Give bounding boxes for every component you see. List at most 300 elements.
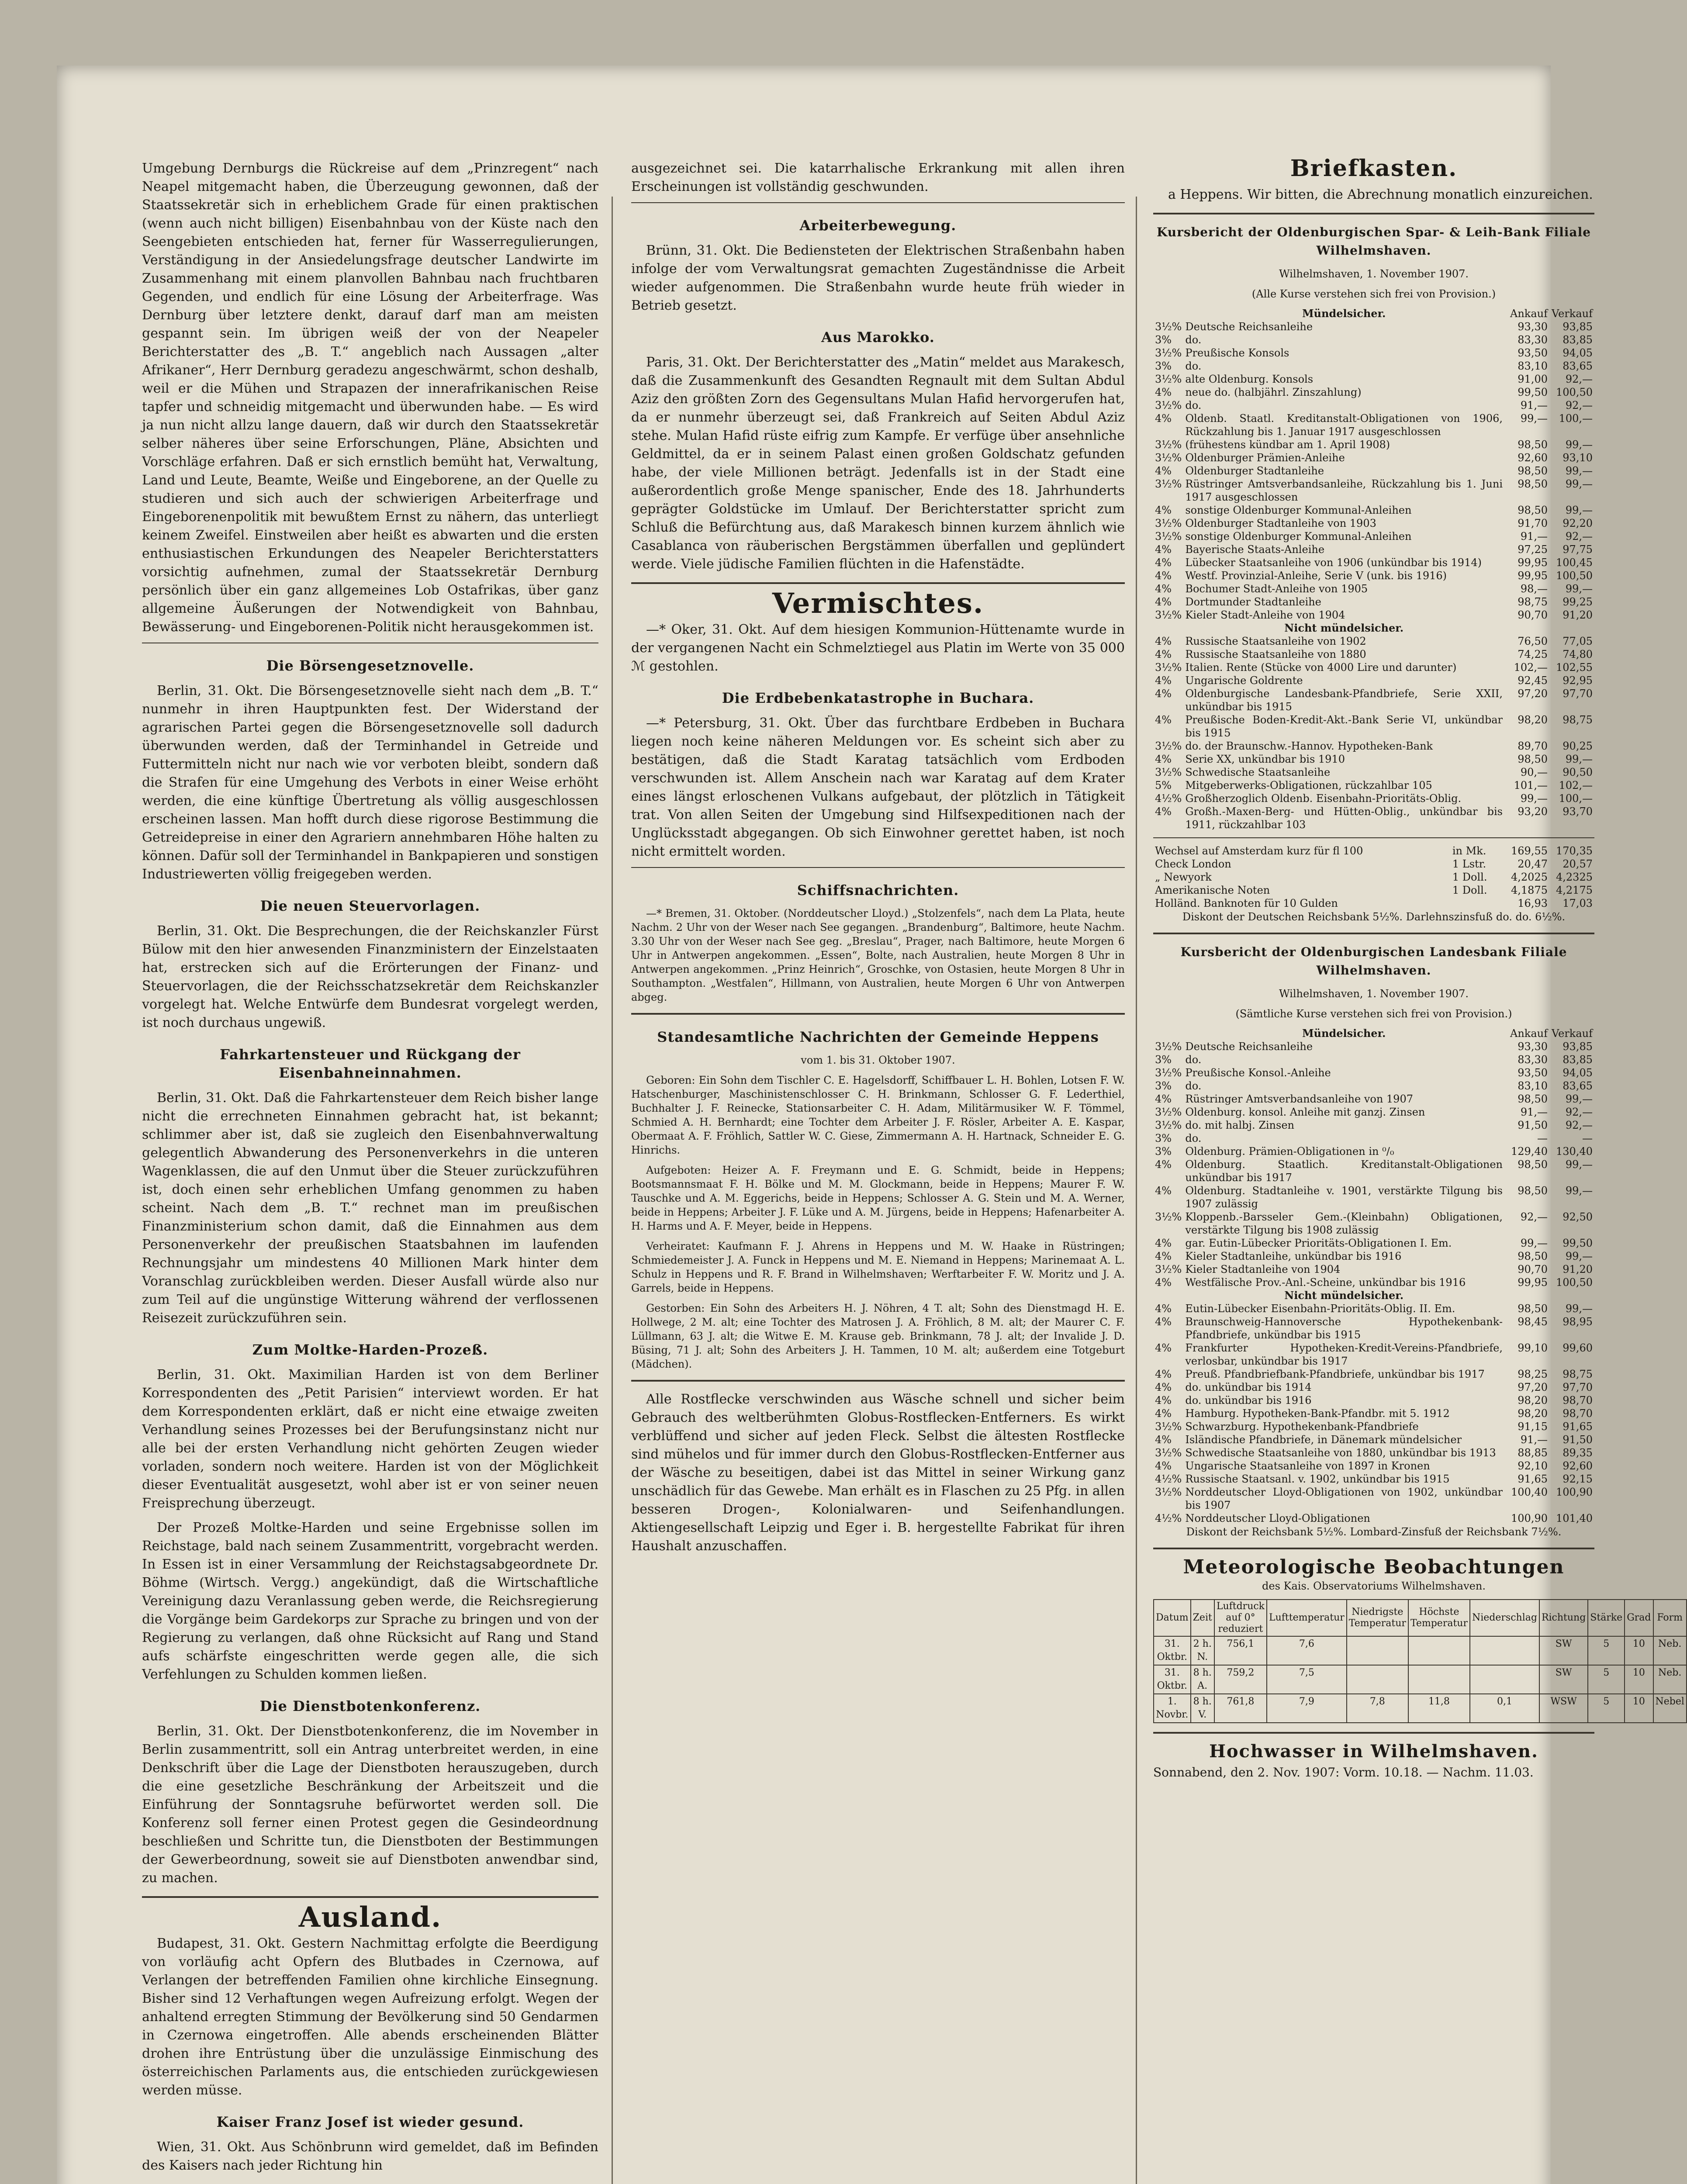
- price-verkauf: 91,20: [1563, 1263, 1593, 1275]
- met-cell: 759,2: [1214, 1665, 1267, 1694]
- nicht-muendel-heading: Nicht mündelsicher.: [1284, 622, 1404, 634]
- met-cell: 2 h. N.: [1191, 1636, 1214, 1665]
- column-rule: [612, 197, 613, 2184]
- met-cell: 10: [1625, 1636, 1653, 1665]
- rate-percent: 4%: [1155, 1460, 1172, 1472]
- price-ankauf: 97,20: [1518, 1381, 1548, 1393]
- price-verkauf: 92,50: [1563, 1211, 1593, 1223]
- price-verkauf: 100,—: [1559, 412, 1593, 425]
- met-cell: [1408, 1665, 1470, 1694]
- rate-percent: 3½%: [1155, 1211, 1182, 1223]
- kurs-row: [1153, 333, 1594, 346]
- exchange-b: 17,03: [1563, 897, 1593, 909]
- rate-percent: 4%: [1155, 1158, 1172, 1171]
- price-verkauf: 99,—: [1565, 1093, 1593, 1105]
- kurs-row: [1153, 1053, 1594, 1066]
- divider: [631, 202, 1125, 203]
- exchange-name: Amerikanische Noten: [1155, 884, 1270, 896]
- kursbericht-1-date: Wilhelmshaven, 1. November 1907.: [1279, 268, 1469, 280]
- security-name: Frankfurter Hypotheken-Kredit-Vereins-Pfandbriefe, verlosbar, unkündbar bis 1917: [1185, 1342, 1503, 1367]
- security-name: Rüstringer Amtsverbandsanleihe, Rückzahlung bis 1. Juni 1917 ausgeschlossen: [1185, 478, 1503, 503]
- security-name: do.: [1185, 1132, 1202, 1144]
- price-ankauf: 92,45: [1518, 674, 1548, 687]
- rate-percent: 4%: [1155, 753, 1172, 765]
- security-name: Oldenburger Stadtanleihe: [1185, 465, 1324, 477]
- kurs-row: [1153, 1446, 1594, 1459]
- exchange-row: [1153, 857, 1594, 871]
- rate-percent: 3½%: [1155, 1106, 1182, 1118]
- met-cell: 5: [1588, 1636, 1625, 1665]
- rate-percent: 3%: [1155, 360, 1172, 372]
- rate-percent: 4%: [1155, 412, 1172, 425]
- rate-percent: 4%: [1155, 1093, 1172, 1105]
- kurs-row: [1153, 1132, 1594, 1145]
- rate-percent: 4%: [1155, 805, 1172, 818]
- article-paris: Paris, 31. Okt. Der Berichterstatter des „Matin“ meldet aus Marakesch, daß die Zusammenkunft des Gesandten Regnault mit dem Sultan Abdul Aziz den größten Zorn des Gegensultans Mulan Hafid hervorgerufen hat, da er nunmehr überzeugt sei, daß Frankreich auf Seiten Abdul Aziz stehe. Mulan Hafid rüste eifrig zum Kampfe. Er verfüge über ansehnliche Geldmittel, da er in seinem Palast einen großen Goldschatz gefunden habe, der viele Millionen beträgt. Jedenfalls ist in der Stadt eine außerordentlich große Menge spanischer, Ende des 18. Jahrhunderts geprägter Goldstücke im Umlauf. Der Berichterstatter spricht zum Schluß die Befürchtung aus, daß Marakesch binnen kurzem ähnlich wie Casablanca von räuberischen Bergstämmen überfallen und geplündert werde. Viele jüdische Familien flüchten in die Hafenstädte.: [631, 355, 1125, 572]
- price-ankauf: 89,70: [1518, 740, 1548, 752]
- kurs-row: [1153, 779, 1594, 792]
- met-header-cell: Niedrigste Temperatur: [1347, 1600, 1408, 1636]
- met-header-cell: Höchste Temperatur: [1408, 1600, 1470, 1636]
- price-verkauf: 100,45: [1556, 556, 1593, 569]
- price-verkauf: 92,95: [1563, 674, 1593, 687]
- price-verkauf: 92,20: [1563, 517, 1593, 529]
- met-cell: 31. Oktbr.: [1154, 1665, 1191, 1694]
- article-fahrkartensteuer: Berlin, 31. Okt. Daß die Fahrkartensteuer dem Reich bisher lange nicht die errechneten Einnahmen gebracht hat, ist bekannt; schlimmer aber ist, daß sie zugleich den Eisenbahnverwaltung gelegentlich Abwanderung des Personenverkehrs in die unteren Wagenklassen, die auf den Unmut über die Steuer zurückzuführen ist, doch einen sehr erheblichen Umfang genommen zu haben scheint. Nach dem „B. T.“ rechnet man im preußischen Finanzministerium schon damit, daß die Einnahmen aus dem Personenverkehr der preußischen Staatsbahnen im laufenden Rechnungsjahr um mindestens 40 Millionen Mark hinter dem Voranschlag zurückbleiben werden. Dieser Ausfall würde also nur zum Teil auf die ungünstige Witterung während der verflossenen Reisezeit zurückzuführen sein.: [142, 1090, 598, 1326]
- section-ausland: Ausland.: [298, 1901, 442, 1934]
- kurs-row: [1153, 1106, 1594, 1119]
- divider: [631, 867, 1125, 868]
- met-cell: 0,1: [1470, 1694, 1539, 1723]
- price-ankauf: 98,20: [1518, 714, 1548, 726]
- kurs-row: [1153, 530, 1594, 543]
- kurs-row: [1153, 595, 1594, 608]
- price-verkauf: 89,35: [1563, 1447, 1593, 1459]
- price-verkauf: 98,75: [1563, 1368, 1593, 1380]
- exchange-name: Wechsel auf Amsterdam kurz für fl 100: [1155, 845, 1363, 857]
- price-ankauf: 93,20: [1518, 805, 1548, 818]
- article-dienstboten: Berlin, 31. Okt. Der Dienstbotenkonferenz, die im November in Berlin zusammentritt, soll ein Antrag unterbreitet werden, in eine Denkschrift über die Lage der Dienstboten herauszugeben, durch die eine gesetzliche Beschränkung der Arbeitszeit und die Einführung der Sonntagsruhe befürwortet werden soll. Die Konferenz soll ferner einen Protest gegen die Gesindeordnung beschließen und Schritte tun, die Dienstboten der Bestimmungen der Gewerbeordnung, soweit sie auf Dienstboten anwendbar sind, zu machen.: [142, 1724, 598, 1886]
- heading-schiffsnachrichten: Schiffsnachrichten.: [797, 882, 959, 898]
- exchange-b: 4,2325: [1556, 871, 1593, 883]
- exchange-name: Holländ. Banknoten für 10 Gulden: [1155, 897, 1338, 909]
- met-header-cell: Datum: [1154, 1600, 1191, 1636]
- price-verkauf: 97,70: [1563, 1381, 1593, 1393]
- kurs-row: [1153, 1276, 1594, 1289]
- security-name: do. mit halbj. Zinsen: [1185, 1119, 1294, 1131]
- price-ankauf: 98,75: [1518, 596, 1548, 608]
- heading-marokko: Aus Marokko.: [821, 329, 935, 346]
- kurs-row: [1153, 464, 1594, 477]
- heading-standesamt: Standesamtliche Nachrichten der Gemeinde Heppens: [657, 1029, 1099, 1045]
- kurs-row: [1153, 805, 1594, 831]
- price-verkauf: 93,85: [1563, 321, 1593, 333]
- diskont-line-2: Diskont der Reichsbank 5½%. Lombard-Zinsfuß der Reichsbank 7½%.: [1186, 1526, 1562, 1538]
- kurs-row: [1153, 1368, 1594, 1381]
- exchange-a: 20,47: [1518, 858, 1548, 870]
- price-ankauf: 101,—: [1514, 779, 1548, 791]
- price-verkauf: 100,90: [1556, 1486, 1593, 1498]
- security-name: Preußische Boden-Kredit-Akt.-Bank Serie VI, unkündbar bis 1915: [1185, 714, 1503, 739]
- security-name: neue do. (halbjährl. Zinszahlung): [1185, 386, 1362, 398]
- exchange-a: 4,2025: [1511, 871, 1548, 883]
- met-cell: 761,8: [1214, 1694, 1267, 1723]
- kurs-row: [1153, 1210, 1594, 1237]
- rate-percent: 3½%: [1155, 439, 1182, 451]
- price-ankauf: 91,70: [1518, 517, 1548, 529]
- price-verkauf: 90,25: [1563, 740, 1593, 752]
- met-cell: [1470, 1665, 1539, 1694]
- price-verkauf: 91,20: [1563, 609, 1593, 621]
- price-verkauf: 93,70: [1563, 805, 1593, 818]
- exchange-name: Check London: [1155, 858, 1231, 870]
- price-ankauf: 91,—: [1520, 530, 1548, 543]
- heading-boersengesetz: Die Börsengesetznovelle.: [266, 657, 474, 674]
- price-verkauf: 100,—: [1559, 792, 1593, 805]
- kursbericht-2-date: Wilhelmshaven, 1. November 1907.: [1279, 988, 1469, 1000]
- price-verkauf: 99,—: [1565, 478, 1593, 490]
- security-name: Oldenburg. Staatlich. Kreditanstalt-Obligationen unkündbar bis 1917: [1185, 1158, 1503, 1184]
- newspaper-page: [57, 66, 1684, 2184]
- security-name: do. unkündbar bis 1914: [1185, 1381, 1312, 1393]
- price-ankauf: 93,50: [1518, 347, 1548, 359]
- kurs-row: [1153, 753, 1594, 766]
- price-verkauf: 92,—: [1565, 373, 1593, 385]
- security-name: Russische Staatsanleihe von 1880: [1185, 648, 1366, 660]
- security-name: Bayerische Staats-Anleihe: [1185, 543, 1325, 556]
- price-verkauf: 100,50: [1556, 1276, 1593, 1289]
- met-row: [1154, 1694, 1687, 1723]
- briefkasten-text: a Heppens. Wir bitten, die Abrechnung monatlich einzureichen.: [1168, 187, 1593, 202]
- kurs-row: [1153, 543, 1594, 556]
- security-name: Ungarische Staatsanleihe von 1897 in Kronen: [1185, 1460, 1430, 1472]
- article-oker: —* Oker, 31. Okt. Auf dem hiesigen Kommunion-Hüttenamte wurde in der vergangenen Nacht ein Schmelztiegel aus Platin im Werte von 35 000 ℳ gestohlen.: [631, 622, 1125, 674]
- price-ankauf: 98,50: [1518, 753, 1548, 765]
- price-verkauf: 90,50: [1563, 766, 1593, 778]
- met-cell: 10: [1625, 1665, 1653, 1694]
- security-name: Oldenburg. Stadtanleihe v. 1901, verstärkte Tilgung bis 1907 zulässig: [1185, 1185, 1503, 1210]
- kurs-row: [1153, 1341, 1594, 1368]
- kurs-row: [1153, 766, 1594, 779]
- kurs-row: [1153, 1512, 1594, 1525]
- exchange-unit: 1 Doll.: [1452, 884, 1487, 896]
- price-ankauf: 83,30: [1518, 1054, 1548, 1066]
- heading-moltke-harden: Zum Moltke-Harden-Prozeß.: [252, 1341, 488, 1358]
- kursbericht-2-title: Kursbericht der Oldenburgischen Landesbank Filiale Wilhelmshaven.: [1180, 945, 1567, 978]
- met-cell: 10: [1625, 1694, 1653, 1723]
- price-verkauf: 94,05: [1563, 347, 1593, 359]
- exchange-unit: 1 Lstr.: [1452, 858, 1486, 870]
- price-verkauf: 99,—: [1565, 504, 1593, 516]
- kurs-row: [1153, 517, 1594, 530]
- rate-percent: 4%: [1155, 465, 1172, 477]
- standesamt-verheiratet: Verheiratet: Kaufmann F. J. Ahrens in Heppens und M. W. Haake in Rüstringen; Schmiedemeister J. A. Funck in Heppens und M. E. Niemand in Heppens; Marinemaat A. L. Schulz in Heppens und R. F. Brand in Wilhelmshaven; Werftarbeiter F. W. Moritz und J. A. Garrels, beide in Heppens.: [631, 1240, 1125, 1294]
- heading-dienstboten: Die Dienstbotenkonferenz.: [259, 1698, 481, 1714]
- security-name: Kieler Stadt-Anleihe von 1904: [1185, 609, 1345, 621]
- security-name: Deutsche Reichsanleihe: [1185, 321, 1313, 333]
- rate-percent: 4½%: [1155, 1512, 1182, 1524]
- rate-percent: 3%: [1155, 1145, 1172, 1158]
- security-name: Preußische Konsol.-Anleihe: [1185, 1067, 1331, 1079]
- advertisement-rostflecke: Alle Rostflecke verschwinden aus Wäsche schnell und sicher beim Gebrauch des weltberühmten Globus-Rostflecken-Entferners. Es wirkt verblüffend und sicher auf jeden Fleck. Selbst die ältesten Rostflecke sind mühelos und für immer durch den Globus-Rostflecken-Entferner aus der Wäsche zu beseitigen, dabei ist das Mittel in seiner Wirkung ganz unschädlich für das Gewebe. Man erhält es in Flaschen zu 25 Pfg. in allen besseren Drogen-, Kolonialwaren- und Seifenhandlungen. Aktiengesellschaft Leipzig und Eger i. B. hergestellte Fabrikat für ihren Haushalt anzuschaffen.: [631, 1392, 1125, 1554]
- security-name: (frühestens kündbar am 1. April 1908): [1185, 439, 1390, 451]
- met-header-cell: Stärke: [1588, 1600, 1625, 1636]
- exchange-name: „ Newyork: [1155, 871, 1212, 883]
- price-verkauf: 92,15: [1563, 1473, 1593, 1485]
- met-cell: 5: [1588, 1665, 1625, 1694]
- rate-percent: 3½%: [1155, 1040, 1182, 1053]
- kurs-row: [1153, 674, 1594, 687]
- rate-percent: 4%: [1155, 1316, 1172, 1328]
- kurs-row: [1153, 1184, 1594, 1210]
- kurs-row: [1153, 1066, 1594, 1079]
- price-verkauf: 91,50: [1563, 1434, 1593, 1446]
- kurs-row: [1153, 582, 1594, 595]
- exchange-b: 170,35: [1556, 845, 1593, 857]
- kurs-row: [1153, 1040, 1594, 1053]
- kurs-row: [1153, 635, 1594, 648]
- divider: [631, 1013, 1125, 1015]
- kurs-row: [1153, 1079, 1594, 1092]
- security-name: Oldenb. Staatl. Kreditanstalt-Obligationen von 1906, Rückzahlung bis 1. Januar 1917 ausgeschlossen: [1185, 412, 1503, 438]
- exchange-row: [1153, 897, 1594, 910]
- col-ankauf: Ankauf: [1510, 308, 1548, 320]
- article-continued: ausgezeichnet sei. Die katarrhalische Erkrankung mit allen ihren Erscheinungen ist vollständig geschwunden.: [631, 161, 1125, 194]
- article-wien: Wien, 31. Okt. Aus Schönbrunn wird gemeldet, daß im Befinden des Kaisers nach jeder Richtung hin: [142, 2139, 598, 2173]
- price-ankauf: 91,65: [1518, 1473, 1548, 1485]
- rate-percent: 3½%: [1155, 399, 1182, 411]
- kurs-row: [1153, 1420, 1594, 1433]
- article-boersengesetz: Berlin, 31. Okt. Die Börsengesetznovelle sieht nach dem „B. T.“ nunmehr in ihren Hauptpunkten fest. Der Widerstand der agrarischen Partei gegen die Börsengesetznovelle soll dadurch überwunden werden, daß der Terminhandel in Getreide und Futtermitteln nicht nur nach wie vor verboten bleibt, sondern daß die Strafen für eine Umgehung des Verbots in einer Weise erhöht werden, die eine künftige Übertretung als völlig ausgeschlossen erscheinen lassen. Man hofft durch diese rigorose Bestimmung die Getreidepreise in einer den Agrariern annehmbaren Höhe halten zu können. Dafür soll der Terminhandel in Bankpapieren und sonstigen Industriewerten völlig freigegeben werden.: [142, 683, 598, 882]
- price-verkauf: 94,05: [1563, 1067, 1593, 1079]
- divider: [142, 1896, 598, 1898]
- rate-percent: 4%: [1155, 596, 1172, 608]
- price-verkauf: 77,05: [1563, 635, 1593, 647]
- met-header-cell: Grad: [1625, 1600, 1653, 1636]
- met-cell: 7,5: [1267, 1665, 1347, 1694]
- heading-steuervorlagen: Die neuen Steuervorlagen.: [260, 898, 481, 914]
- meteorology-table: [1153, 1599, 1687, 1723]
- security-name: do.: [1185, 399, 1202, 411]
- rate-percent: 3½%: [1155, 1486, 1182, 1498]
- rate-percent: 4%: [1155, 714, 1172, 726]
- kurs-row: [1153, 1158, 1594, 1184]
- price-verkauf: 97,75: [1563, 543, 1593, 556]
- rate-percent: 3½%: [1155, 1447, 1182, 1459]
- exchange-a: 16,93: [1518, 897, 1548, 909]
- price-verkauf: 98,75: [1563, 714, 1593, 726]
- section-briefkasten: Briefkasten.: [1290, 155, 1458, 182]
- rate-percent: 3%: [1155, 334, 1172, 346]
- price-verkauf: 99,—: [1565, 753, 1593, 765]
- price-ankauf: 99,50: [1518, 386, 1548, 398]
- kurs-row: [1153, 1459, 1594, 1472]
- kurs-row: [1153, 1092, 1594, 1106]
- rate-percent: 3½%: [1155, 740, 1182, 752]
- met-cell: [1347, 1665, 1408, 1694]
- price-ankauf: 99,—: [1520, 412, 1548, 425]
- divider: [631, 582, 1125, 584]
- rate-percent: 4%: [1155, 1276, 1172, 1289]
- price-ankauf: 102,—: [1514, 661, 1548, 674]
- security-name: do.: [1185, 1054, 1202, 1066]
- price-ankauf: 99,10: [1518, 1342, 1548, 1354]
- article-bruenn: Brünn, 31. Okt. Die Bediensteten der Elektrischen Straßenbahn haben infolge der vom Verwaltungsrat gemachten Zugeständnisse die Arbeit wieder aufgenommen. Die Straßenbahn wurde heute früh wieder in Betrieb gesetzt.: [631, 243, 1125, 313]
- rate-percent: 4%: [1155, 386, 1172, 398]
- exchange-a: 169,55: [1511, 845, 1548, 857]
- heading-erdbeben: Die Erdbebenkatastrophe in Buchara.: [722, 690, 1034, 706]
- price-ankauf: 91,00: [1518, 373, 1548, 385]
- met-cell: 8 h. A.: [1191, 1665, 1214, 1694]
- security-name: Oldenburg. konsol. Anleihe mit ganzj. Zinsen: [1185, 1106, 1425, 1118]
- price-ankauf: 98,45: [1518, 1316, 1548, 1328]
- security-name: Lübecker Staatsanleihe von 1906 (unkündbar bis 1914): [1185, 556, 1482, 569]
- price-ankauf: 93,30: [1518, 1040, 1548, 1053]
- price-verkauf: 99,—: [1565, 1185, 1593, 1197]
- kursbericht-1-table: [1153, 307, 1594, 831]
- col-ankauf: Ankauf: [1510, 1027, 1548, 1040]
- security-name: Schwedische Staatsanleihe: [1185, 766, 1331, 778]
- price-ankauf: 97,20: [1518, 688, 1548, 700]
- price-verkauf: 83,65: [1563, 1080, 1593, 1092]
- security-name: Rüstringer Amtsverbandsanleihe von 1907: [1185, 1093, 1413, 1105]
- divider: [631, 1380, 1125, 1382]
- section-vermischtes: Vermischtes.: [772, 587, 984, 620]
- kurs-row: [1153, 399, 1594, 412]
- price-ankauf: 92,10: [1518, 1460, 1548, 1472]
- rate-percent: 3½%: [1155, 347, 1182, 359]
- standesamt-gestorben: Gestorben: Ein Sohn des Arbeiters H. J. Nöhren, 4 T. alt; Sohn des Dienstmagd H. E. Hollwege, 2 M. alt; eine Tochter des Matrosen J. A. Fröhlich, 8 M. alt; der Maurer C. F. Lüllmann, 63 J. alt; die Witwe E. M. Krause geb. Brinkmann, 78 J. alt; der Invalide J. D. Büsing, 71 J. alt; Sohn des Arbeiters J. H. Tammen, 10 M. alt; außerdem eine Totgeburt (Mädchen).: [631, 1302, 1125, 1370]
- heading-arbeiterbewegung: Arbeiterbewegung.: [799, 217, 957, 234]
- rate-percent: 3½%: [1155, 1420, 1182, 1433]
- exchange-b: 20,57: [1563, 858, 1593, 870]
- met-header-cell: Richtung: [1539, 1600, 1588, 1636]
- nicht-muendel-heading: Nicht mündelsicher.: [1284, 1289, 1404, 1302]
- kurs-row: [1153, 1237, 1594, 1250]
- article-moltke-harden: Berlin, 31. Okt. Maximilian Harden ist von dem Berliner Korrespondenten des „Petit Parisien“ interviewt worden. Er hat dem Korrespondenten erklärt, daß er nicht eine etwaige zweiten Verhandlung seines Prozesses bei der Berufungsinstanz nicht nur alle bei der ersten Verhandlung nicht gehörten Zeugen wieder vorladen, sondern noch weitere. Harden ist von der Möglichkeit dieser Eventualität ausgesetzt, wohl aber ist er von seiner neuen Freisprechung überzeugt.: [142, 1367, 598, 1511]
- price-verkauf: 93,85: [1563, 1040, 1593, 1053]
- kurs-row: [1153, 1381, 1594, 1394]
- rate-percent: 5%: [1155, 779, 1172, 791]
- security-name: gar. Eutin-Lübecker Prioritäts-Obligationen I. Em.: [1185, 1237, 1452, 1249]
- security-name: do.: [1185, 334, 1202, 346]
- kurs-row: [1153, 1394, 1594, 1407]
- security-name: Westf. Provinzial-Anleihe, Serie V (unk. bis 1916): [1185, 570, 1447, 582]
- article-schiffe: —* Bremen, 31. Oktober. (Norddeutscher Lloyd.) „Stolzenfels“, nach dem La Plata, heute Nachm. 2 Uhr von der Weser nach See gegangen. „Brandenburg“, Baltimore, heute Nachm. 3.30 Uhr von der Weser nach See geg. „Breslau“, Prager, nach Baltimore, heute Morgen 6 Uhr in Antwerpen angekommen. „Essen“, Bolte, nach Australien, heute Morgen 8 Uhr in Antwerpen angekommen. „Prinz Heinrich“, Groschke, von Ostasien, heute Morgen 8 Uhr in Southampton. „Westfalen“, Hillmann, von Australien, heute Morgen 6 Uhr von Antwerpen abgeg.: [631, 907, 1125, 1003]
- price-ankauf: 98,50: [1518, 1303, 1548, 1315]
- exchange-a: 4,1875: [1511, 884, 1548, 896]
- security-name: Isländische Pfandbriefe, in Dänemark mündelsicher: [1185, 1434, 1462, 1446]
- standesamt-aufgeboten: Aufgeboten: Heizer A. F. Freymann und E. G. Schmidt, beide in Heppens; Bootsmannsmaat F. H. Bölke und M. M. Glockmann, beide in Heppens; Maurer F. W. Tauschke und A. M. Eggerichs, beide in Heppens; Schlosser A. G. Stein und M. A. Werner, beide in Heppens; Arbeiter J. F. Lüke und A. M. Jürgens, beide in Heppens; Hafenarbeiter A. H. Harms und A. F. Meyer, beide in Heppens.: [631, 1164, 1125, 1232]
- rate-percent: 4%: [1155, 583, 1172, 595]
- price-verkauf: 100,50: [1556, 386, 1593, 398]
- heading-kaiser: Kaiser Franz Josef ist wieder gesund.: [216, 2114, 524, 2130]
- price-verkauf: 99,—: [1565, 1303, 1593, 1315]
- price-ankauf: 99,95: [1518, 1276, 1548, 1289]
- price-ankauf: 91,—: [1520, 399, 1548, 411]
- met-cell: Neb.: [1653, 1636, 1687, 1665]
- price-verkauf: 99,50: [1563, 1237, 1593, 1249]
- price-verkauf: 130,40: [1556, 1145, 1593, 1158]
- price-ankauf: 100,90: [1511, 1512, 1548, 1524]
- price-ankauf: 98,20: [1518, 1407, 1548, 1420]
- kurs-row: [1153, 504, 1594, 517]
- price-verkauf: —: [1582, 1132, 1593, 1144]
- price-ankauf: 93,50: [1518, 1067, 1548, 1079]
- rate-percent: 3½%: [1155, 1067, 1182, 1079]
- price-ankauf: 98,50: [1518, 465, 1548, 477]
- met-row: [1154, 1636, 1687, 1665]
- rate-percent: 4%: [1155, 1434, 1172, 1446]
- article-intro: Umgebung Dernburgs die Rückreise auf dem „Prinzregent“ nach Neapel mitgemacht haben, die Überzeugung gewonnen, daß der Staatssekretär sich in erheblichem Grade für einen praktischen (wenn auch nicht billigen) Eisenbahnbau von der Küste nach den Seengebieten entschieden hat, ferner für Wasserregulierungen, Verständigung in der Ansiedelungsfrage deutscher Landwirte im Zusammenhang mit einem planvollen Bahnbau nach fruchtbaren Gegenden, und endlich für eine Lösung der Arbeiterfrage. Was Dernburg über letztere denkt, darauf darf man am meisten gespannt sein. Im übrigen weiß der von der Neapeler Berichterstatter des „B. T.“ angeblich nach Aussagen „alter Afrikaner“, Herr Dernburg geradezu angeschwärmt, schon deshalb, weil er die Mühen und Strapazen der innerafrikanischen Reise tapfer und schneidig mitgemacht und überwunden habe. — Es wird ja nun nicht allzu lange dauern, daß wir durch den Staatssekretär selber näheres über seine Erforschungen, Pläne, Absichten und Vorschläge erfahren. Daß er sich ernstlich bemüht hat, Verwaltung, Land und Leute, Beamte, Weiße und Eingeborene, an der Quelle zu studieren und sich auch der schwierigen Arbeiterfrage und Eingeborenenpolitik mit bewußtem Ernst zu nähern, das unterliegt keinem Zweifel. Einstweilen aber heißt es abwarten und die ersten enthusiastischen Erkundungen des Neapeler Berichterstatters vorsichtig aufnehmen, zumal der Staatssekretär Dernburg persönlich über ein ganz allgemeines Lob Ostafrikas, über ganz allgemeine Äußerungen der Notwendigkeit von Bahnbau, Bewässerung- und Eingeborenen-Politik nicht herausgekommen ist.: [142, 161, 598, 635]
- rate-percent: 4%: [1155, 1368, 1172, 1380]
- col-verkauf: Verkauf: [1552, 308, 1593, 320]
- rate-percent: 4%: [1155, 504, 1172, 516]
- kurs-row: [1153, 1433, 1594, 1446]
- kurs-row: [1153, 359, 1594, 373]
- rate-percent: 3½%: [1155, 478, 1182, 490]
- wechsel-table: [1153, 844, 1594, 910]
- met-header-cell: Zeit: [1191, 1600, 1214, 1636]
- security-name: Schwedische Staatsanleihe von 1880, unkündbar bis 1913: [1185, 1447, 1496, 1459]
- security-name: Russische Staatsanl. v. 1902, unkündbar bis 1915: [1185, 1473, 1450, 1485]
- kurs-row: [1153, 1472, 1594, 1486]
- price-verkauf: 92,60: [1563, 1460, 1593, 1472]
- security-name: Norddeutscher Lloyd-Obligationen: [1185, 1512, 1370, 1524]
- price-ankauf: 98,25: [1518, 1368, 1548, 1380]
- price-ankauf: 90,70: [1518, 609, 1548, 621]
- security-name: Großh.-Maxen-Berg- und Hütten-Oblig., unkündbar bis 1911, rückzahlbar 103: [1185, 805, 1503, 831]
- rate-percent: 3½%: [1155, 609, 1182, 621]
- rate-percent: 4%: [1155, 1237, 1172, 1249]
- met-cell: 7,6: [1267, 1636, 1347, 1665]
- met-cell: Nebel: [1653, 1694, 1687, 1723]
- security-name: Westfälische Prov.-Anl.-Scheine, unkündbar bis 1916: [1185, 1276, 1466, 1289]
- kursbericht-1-title: Kursbericht der Oldenburgischen Spar- & Leih-Bank Filiale Wilhelmshaven.: [1156, 225, 1591, 258]
- kurs-row: [1153, 320, 1594, 333]
- exchange-b: 4,2175: [1556, 884, 1593, 896]
- exchange-row: [1153, 844, 1594, 857]
- met-cell: 7,8: [1347, 1694, 1408, 1723]
- divider: [1153, 1732, 1594, 1734]
- rate-percent: 4%: [1155, 570, 1172, 582]
- price-verkauf: 99,—: [1565, 465, 1593, 477]
- article-petersburg: —* Petersburg, 31. Okt. Über das furchtbare Erdbeben in Buchara liegen noch keine näheren Meldungen vor. Es scheint sich aber zu bestätigen, daß die Stadt Karatag tatsächlich vom Erdboden verschwunden ist. Allem Anschein nach war Karatag auf dem Krater eines längst erloschenen Vulkans aufgebaut, der plötzlich in Tätigkeit trat. Von allen Seiten der Umgebung sind Hilfsexpeditionen nach der Unglücksstadt abgegangen. Ob sich Einwohner gerettet haben, ist noch nicht ermittelt worden.: [631, 715, 1125, 859]
- met-header-cell: Form: [1653, 1600, 1687, 1636]
- rate-percent: 3½%: [1155, 517, 1182, 529]
- kurs-row: [1153, 792, 1594, 805]
- kurs-row: [1153, 438, 1594, 451]
- price-verkauf: 100,50: [1556, 570, 1593, 582]
- kurs-row: [1153, 687, 1594, 713]
- price-verkauf: 101,40: [1556, 1512, 1593, 1524]
- rate-percent: 4%: [1155, 543, 1172, 556]
- column-middle: [631, 159, 1125, 1562]
- kurs-row: [1153, 1407, 1594, 1420]
- security-name: Kieler Stadtanleihe, unkündbar bis 1916: [1185, 1250, 1402, 1262]
- price-ankauf: 88,85: [1518, 1447, 1548, 1459]
- price-ankauf: —: [1537, 1132, 1548, 1144]
- security-name: Oldenburg. Prämien-Obligationen in ⁰/₀: [1185, 1145, 1394, 1158]
- meteorology-title: Meteorologische Beobachtungen: [1183, 1556, 1565, 1578]
- price-verkauf: 92,—: [1565, 530, 1593, 543]
- rate-percent: 3%: [1155, 1054, 1172, 1066]
- divider: [1153, 933, 1594, 934]
- price-verkauf: 74,80: [1563, 648, 1593, 660]
- met-cell: SW: [1539, 1636, 1588, 1665]
- security-name: do. der Braunschw.-Hannov. Hypotheken-Bank: [1185, 740, 1433, 752]
- rate-percent: 3½%: [1155, 321, 1182, 333]
